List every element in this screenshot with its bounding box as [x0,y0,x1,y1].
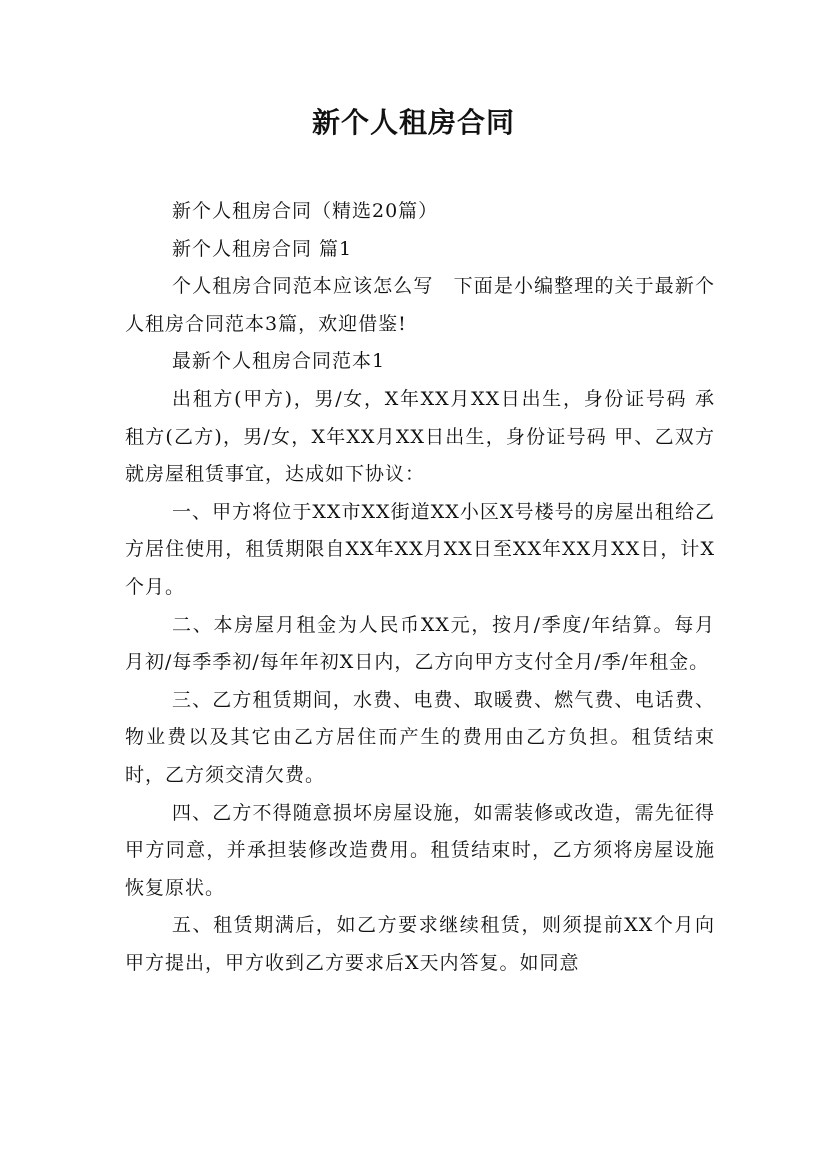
paragraph-parties: 出租方(甲方)，男/女，X年XX月XX日出生，身份证号码 承租方(乙方)，男/女，X年XX月XX日出生，身份证号码 甲、乙双方就房屋租赁事宜，达成如下协议： [125,387,715,486]
paragraph-clause-4: 四、乙方不得随意损坏房屋设施，如需装修或改造，需先征得甲方同意，并承担装修改造费用。租赁结束时，乙方须将房屋设施恢复原状。 [125,801,715,899]
paragraph-section-heading: 新个人租房合同 篇1 [172,237,353,260]
paragraph-clause-2: 二、本房屋月租金为人民币XX元，按月/季度/年结算。每月月初/每季季初/每年年初X日内，乙方向甲方支付全月/季/年租金。 [125,613,715,674]
paragraph-clause-3: 三、乙方租赁期间，水费、电费、取暖费、燃气费、电话费、物业费以及其它由乙方居住而产生的费用由乙方负担。租赁结束时，乙方须交清欠费。 [125,688,715,786]
paragraph-template-heading: 最新个人租房合同范本1 [172,350,386,373]
paragraph-collection-title: 新个人租房合同（精选20篇） [172,200,439,222]
paragraph-clause-5: 五、租赁期满后，如乙方要求继续租赁，则须提前XX个月向甲方提出，甲方收到乙方要求后X天内答复。如同意 [125,914,715,974]
paragraph-intro: 个人租房合同范本应该怎么写 下面是小编整理的关于最新个人租房合同范本3篇，欢迎借鉴! [125,275,715,335]
paragraph-clause-1: 一、甲方将位于XX市XX街道XX小区X号楼号的房屋出租给乙方居住使用，租赁期限自XX年XX月XX日至XX年XX月XX日，计X个月。 [125,500,715,598]
document-title: 新个人租房合同 [311,106,515,139]
document-body [125,193,715,982]
